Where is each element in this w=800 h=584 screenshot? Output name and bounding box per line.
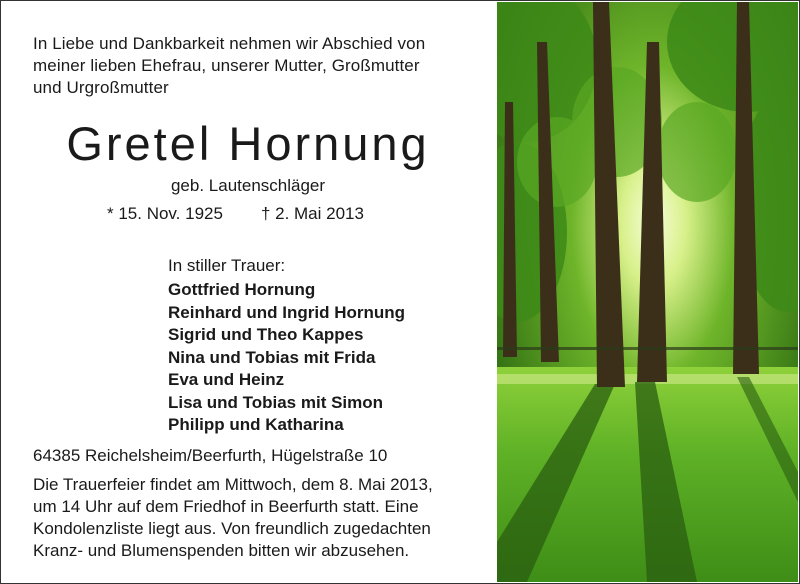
mourner-item: Eva und Heinz	[168, 370, 285, 389]
funeral-line: Kondolenzliste liegt aus. Von freundlich zugedachten	[33, 519, 431, 538]
funeral-info	[33, 474, 471, 562]
mourner-item: Nina und Tobias mit Frida	[168, 347, 376, 367]
intro-line: In Liebe und Dankbarkeit nehmen wir Abschied von	[33, 34, 426, 53]
death-date: † 2. Mai 2013	[260, 204, 364, 223]
funeral-line: Die Trauerfeier findet am Mittwoch, dem 8. Mai 2013,	[33, 475, 433, 494]
funeral-line: um 14 Uhr auf dem Friedhof in Beerfurth statt. Eine	[33, 497, 419, 516]
forest-photo	[497, 2, 798, 582]
mourning-label: In stiller Trauer:	[168, 256, 286, 275]
mourner-item: Sigrid und Theo Kappes	[168, 325, 364, 344]
maiden-name: geb. Lautenschläger	[170, 176, 326, 195]
mourners-list	[168, 279, 405, 437]
life-dates	[107, 204, 364, 224]
deceased-name: Gretel Hornung	[66, 117, 430, 170]
birth-date: * 15. Nov. 1925	[107, 204, 223, 223]
mourner-item: Reinhard und Ingrid Hornung	[168, 302, 406, 322]
funeral-line: Kranz- und Blumenspenden bitten wir abzusehen.	[33, 541, 410, 560]
mourner-item: Philipp und Katharina	[168, 415, 344, 434]
mourner-item: Lisa und Tobias mit Simon	[168, 392, 384, 412]
mourner-item: Gottfried Hornung	[168, 280, 316, 299]
intro-line: meiner lieben Ehefrau, unserer Mutter, Großmutter	[33, 56, 420, 75]
family-address: 64385 Reichelsheim/Beerfurth, Hügelstraße 10	[33, 446, 388, 465]
intro-text	[33, 33, 473, 99]
forest-illustration	[497, 2, 798, 582]
intro-line: und Urgroßmutter	[33, 78, 169, 97]
